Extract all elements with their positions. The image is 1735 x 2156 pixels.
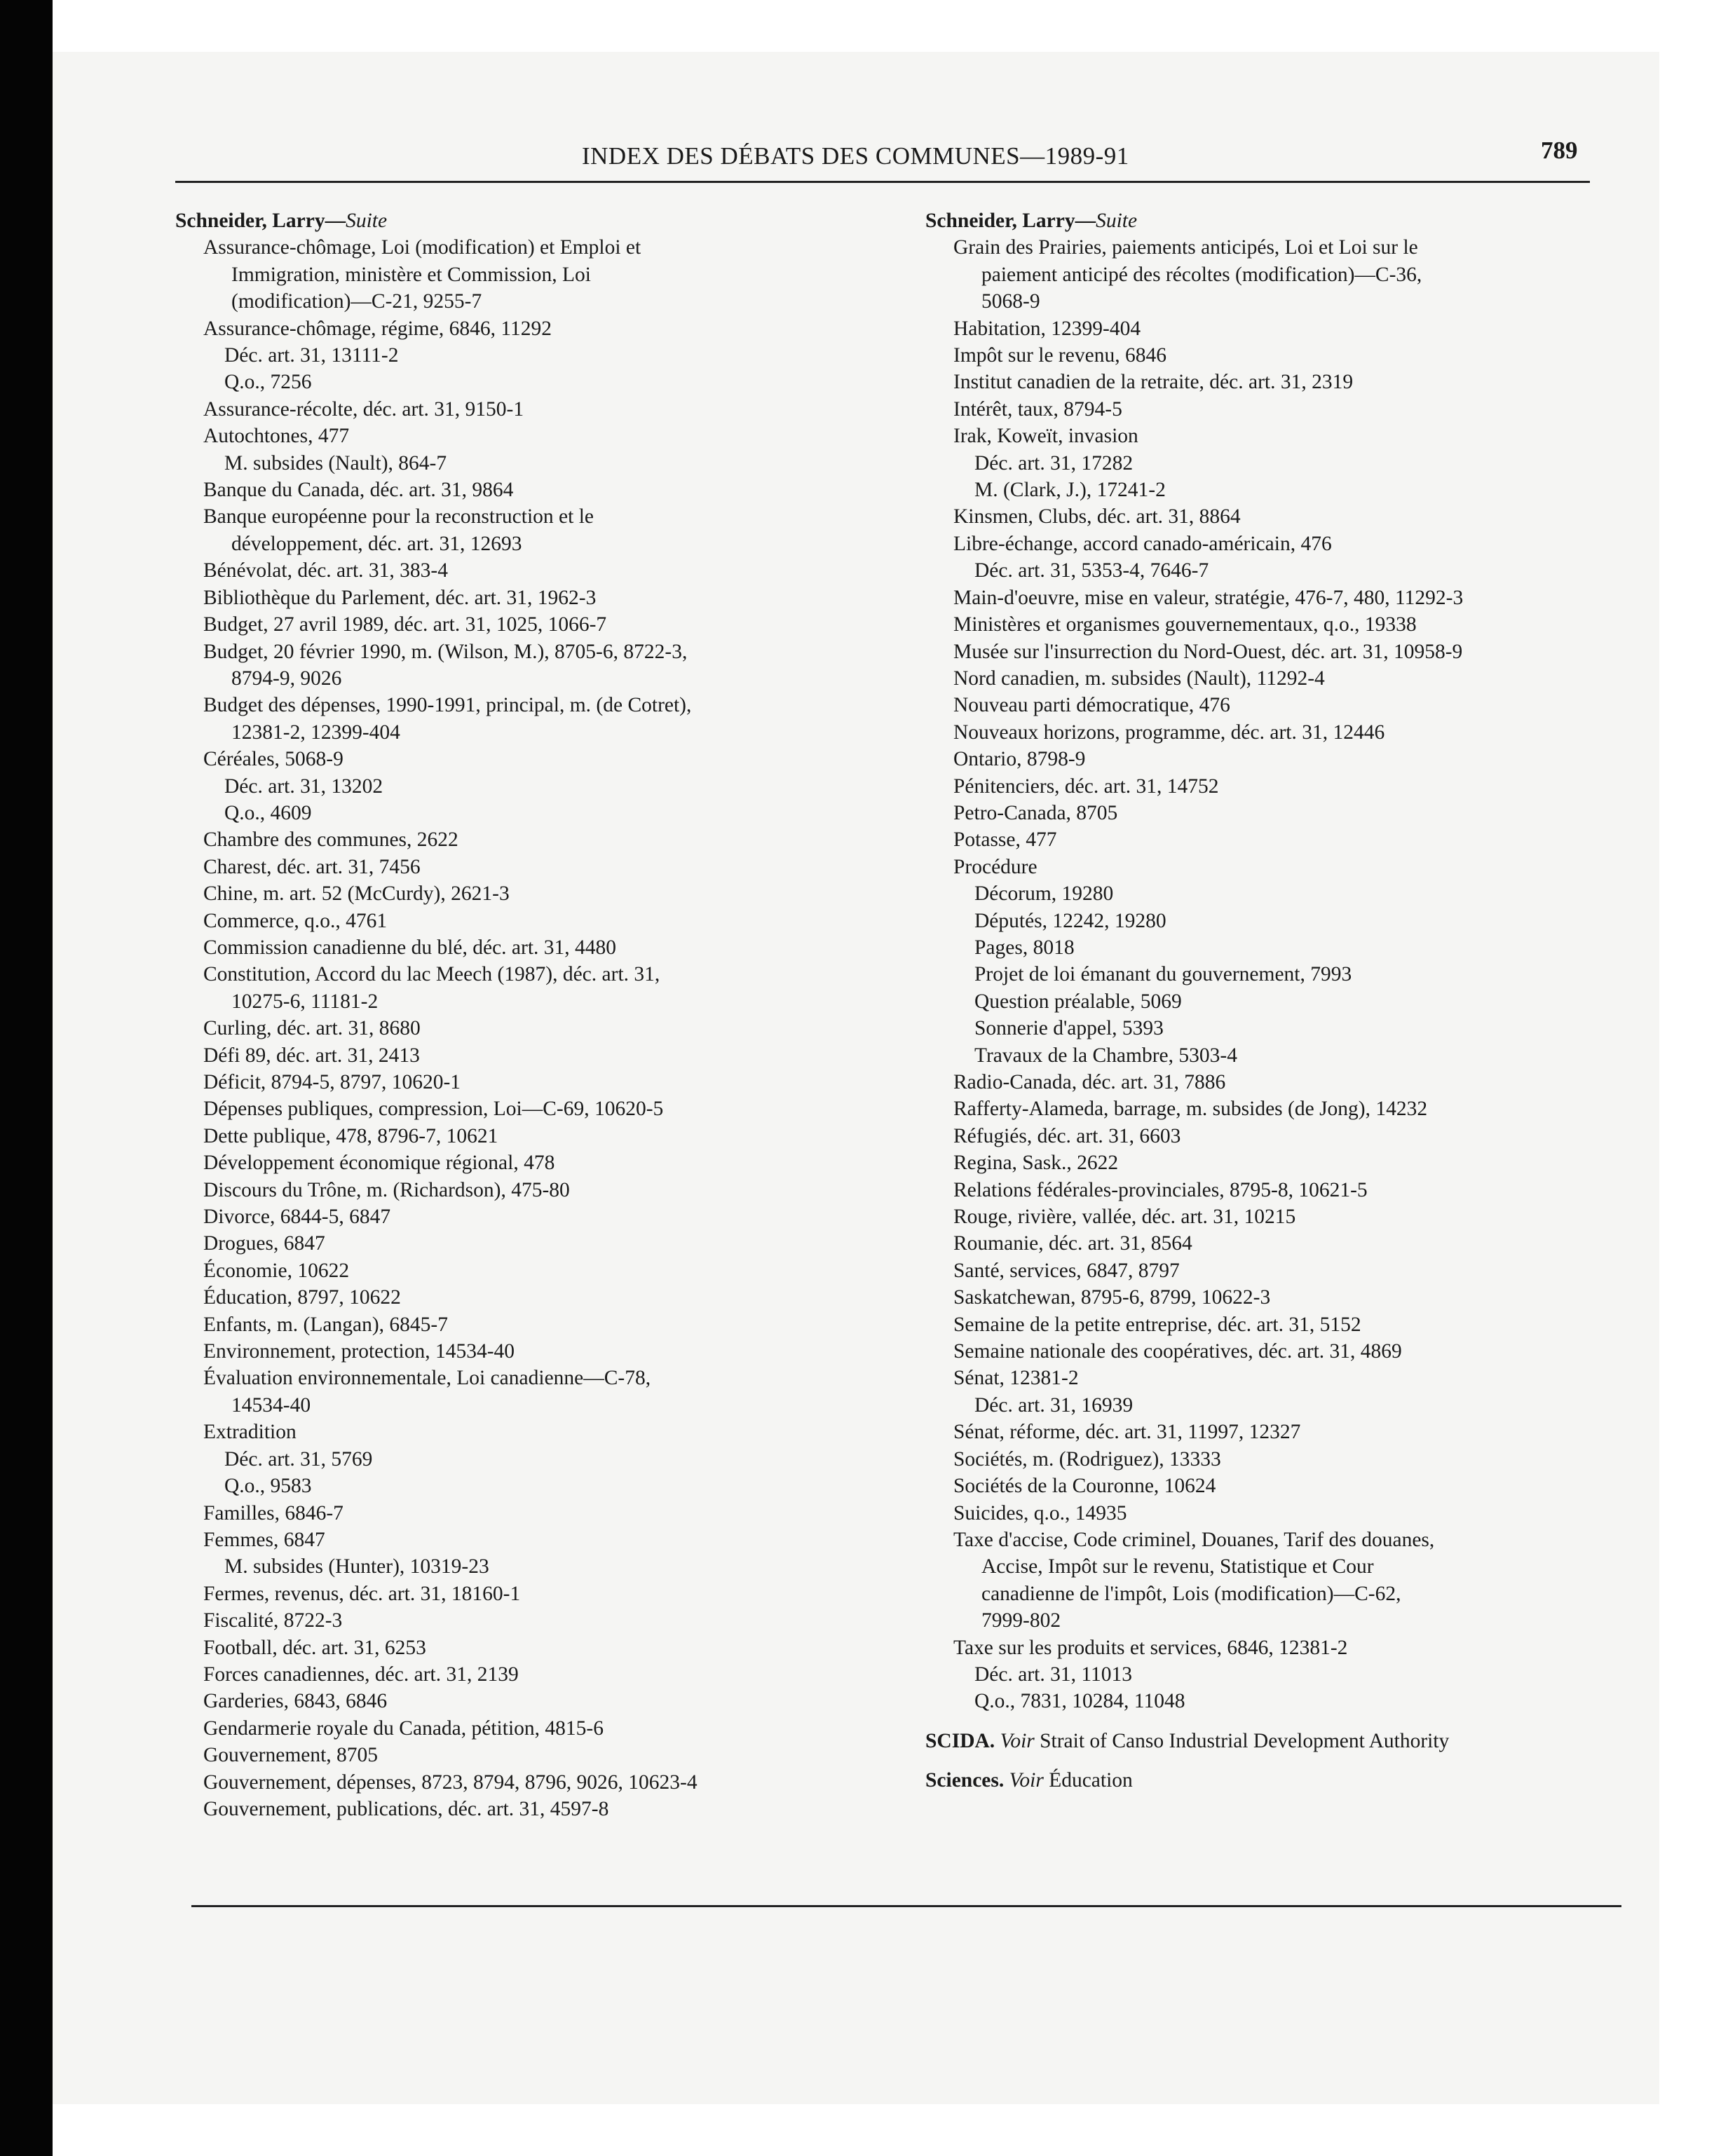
index-entry [925,1473,1598,1499]
entry-line: Regina, Sask., 2622 [953,1152,1119,1175]
entry-line: Curling, déc. art. 31, 8680 [203,1017,421,1040]
index-entry [175,315,876,342]
index-entry [175,1419,876,1445]
entry-line: Bénévolat, déc. art. 31, 383-4 [203,559,448,582]
entry-line: Petro-Canada, 8705 [953,801,1118,824]
entry-continuation-line: 12381-2, 12399-404 [231,721,400,744]
index-entry [925,342,1598,369]
index-entry [175,639,876,692]
entry-line: Femmes, 6847 [203,1528,325,1551]
index-entry [175,1149,876,1176]
entry-line: Roumanie, déc. art. 31, 8564 [953,1232,1192,1255]
index-entry [175,396,876,423]
index-entry [925,1284,1598,1311]
index-subentry [175,1553,876,1580]
index-entry [175,880,876,907]
index-entry [175,854,876,880]
index-entry [925,719,1598,746]
entry-line: Pénitenciers, déc. art. 31, 14752 [953,775,1219,798]
index-entry [175,611,876,638]
index-subentry [925,934,1598,961]
index-entry [175,692,876,746]
index-entry [175,1257,876,1284]
index-entry [925,1527,1598,1635]
index-entry [925,746,1598,772]
index-subentry [925,1661,1598,1688]
index-entry [925,800,1598,826]
index-subentry [925,477,1598,503]
xref-voir: Voir [1000,1729,1035,1752]
entry-line: Sénat, 12381-2 [953,1367,1079,1390]
entry-line: Constitution, Accord du lac Meech (1987), déc. art. 31, [203,963,660,986]
heading-suite: Suite [1096,210,1138,232]
entry-line: Assurance-chômage, Loi (modification) et Emploi et [203,236,641,259]
entry-line: Habitation, 12399-404 [953,317,1141,340]
index-entry [175,961,876,1015]
entry-line: Banque européenne pour la reconstruction et le [203,505,594,528]
heading-suite: Suite [346,210,388,232]
entry-line: Sociétés de la Couronne, 10624 [953,1475,1216,1498]
index-entry [925,1635,1598,1661]
entry-line: Impôt sur le revenu, 6846 [953,344,1166,367]
entry-line: Évaluation environnementale, Loi canadienne—C-78, [203,1367,651,1390]
footer-rule [191,1905,1621,1907]
index-entry [925,234,1598,315]
index-entry [925,1069,1598,1096]
entry-line: Travaux de la Chambre, 5303-4 [974,1044,1237,1067]
index-entry [925,531,1598,557]
index-entry [175,557,876,584]
entry-line: Sonnerie d'appel, 5393 [974,1017,1164,1040]
entry-line: Procédure [953,855,1037,878]
entry-line: Saskatchewan, 8795-6, 8799, 10622-3 [953,1286,1271,1309]
entry-line: Gendarmerie royale du Canada, pétition, 4815-6 [203,1717,604,1740]
entry-line: Kinsmen, Clubs, déc. art. 31, 8864 [953,505,1241,528]
entry-continuation-line: 5068-9 [981,290,1040,313]
index-entry [175,1203,876,1230]
index-subentry [175,369,876,395]
entry-line: Budget, 27 avril 1989, déc. art. 31, 1025, 1066-7 [203,613,607,636]
entry-line: Économie, 10622 [203,1259,350,1282]
index-entry [925,1419,1598,1445]
entry-line: Charest, déc. art. 31, 7456 [203,855,421,878]
entry-line: M. subsides (Nault), 864-7 [224,451,447,475]
index-entry [175,1311,876,1338]
index-subentry [925,988,1598,1015]
index-entry [925,423,1598,449]
index-entry [925,369,1598,395]
entry-continuation-line: Immigration, ministère et Commission, Loi [231,263,591,286]
index-entry [175,1688,876,1714]
index-entry [925,826,1598,853]
entry-line: Dépenses publiques, compression, Loi—C-69, 10620-5 [203,1098,664,1121]
entry-line: Autochtones, 477 [203,425,350,448]
entry-continuation-line: développement, déc. art. 31, 12693 [231,532,522,555]
entry-line: M. (Clark, J.), 17241-2 [974,479,1166,502]
entry-line: Budget, 20 février 1990, m. (Wilson, M.), 8705-6, 8722-3, [203,640,688,663]
entry-line: Gouvernement, publications, déc. art. 31, 4597-8 [203,1797,609,1820]
entry-line: Institut canadien de la retraite, déc. art. 31, 2319 [953,371,1354,394]
index-entry [175,1096,876,1122]
index-entry [175,1796,876,1822]
entry-line: Déc. art. 31, 13111-2 [224,344,399,367]
entry-line: Gouvernement, dépenses, 8723, 8794, 8796, 9026, 10623-4 [203,1770,698,1794]
index-entry [175,1607,876,1634]
xref-term: Sciences. [925,1769,1005,1792]
entry-line: Radio-Canada, déc. art. 31, 7886 [953,1071,1226,1093]
entry-line: Ontario, 8798-9 [953,748,1086,771]
entry-line: Santé, services, 6847, 8797 [953,1259,1180,1282]
entry-continuation-line: 10275-6, 11181-2 [231,990,379,1013]
index-entry [925,611,1598,638]
index-entry [175,908,876,934]
entry-continuation-line: Accise, Impôt sur le revenu, Statistique et Cour [981,1555,1374,1578]
index-entry [175,1123,876,1149]
entry-line: Taxe d'accise, Code criminel, Douanes, Tarif des douanes, [953,1528,1435,1551]
entry-line: Budget des dépenses, 1990-1991, principal, m. (de Cotret), [203,694,692,717]
cross-reference [925,1728,1598,1754]
entry-line: Semaine de la petite entreprise, déc. art. 31, 5152 [953,1313,1361,1336]
entry-line: Céréales, 5068-9 [203,748,343,771]
index-entry [175,1500,876,1527]
index-entry [925,692,1598,718]
scan-edge-bar [0,0,53,2156]
entry-line: Intérêt, taux, 8794-5 [953,397,1122,421]
entry-line: Déc. art. 31, 5769 [224,1447,373,1471]
index-entry [925,503,1598,530]
entry-line: Potasse, 477 [953,828,1057,852]
index-entry [925,1149,1598,1176]
entry-line: Main-d'oeuvre, mise en valeur, stratégie, 476-7, 480, 11292-3 [953,586,1464,609]
index-entry [175,1284,876,1311]
entry-line: Déc. art. 31, 11013 [974,1663,1133,1686]
entry-line: Relations fédérales-provinciales, 8795-8, 10621-5 [953,1178,1368,1201]
index-entry [925,665,1598,692]
index-subentry [175,1473,876,1499]
index-entry [925,1365,1598,1391]
index-entry [925,1203,1598,1230]
entry-line: Taxe sur les produits et services, 6846, 12381-2 [953,1636,1348,1659]
index-entry [925,1311,1598,1338]
entry-line: Défi 89, déc. art. 31, 2413 [203,1044,420,1067]
index-entry [925,1096,1598,1122]
index-entry [175,585,876,611]
entry-line: Fermes, revenus, déc. art. 31, 18160-1 [203,1582,521,1605]
index-subentry [175,773,876,800]
index-entry [175,503,876,557]
right-index-column [925,207,1598,1794]
entry-line: Irak, Koweït, invasion [953,425,1138,448]
entry-line: Libre-échange, accord canado-américain, 476 [953,532,1332,555]
entry-line: Question préalable, 5069 [974,990,1182,1013]
entry-line: Déc. art. 31, 16939 [974,1393,1134,1417]
entry-line: Chine, m. art. 52 (McCurdy), 2621-3 [203,882,510,906]
index-entry [925,1446,1598,1473]
entry-line: Discours du Trône, m. (Richardson), 475-80 [203,1178,570,1201]
entry-line: Banque du Canada, déc. art. 31, 9864 [203,479,514,502]
entry-line: Députés, 12242, 19280 [974,909,1166,932]
index-subentry [925,1688,1598,1714]
entry-continuation-line: 7999-802 [981,1609,1061,1632]
entry-line: Q.o., 4609 [224,801,312,824]
entry-line: Q.o., 9583 [224,1475,312,1498]
index-entry [175,1177,876,1203]
entry-line: Éducation, 8797, 10622 [203,1286,401,1309]
index-subentry [925,1015,1598,1042]
entry-line: Sociétés, m. (Rodriguez), 13333 [953,1447,1221,1471]
index-entry [175,1661,876,1688]
heading-name: Schneider, Larry— [175,210,346,232]
entry-line: Assurance-récolte, déc. art. 31, 9150-1 [203,397,524,421]
page-header-title: INDEX DES DÉBATS DES COMMUNES—1989-91 [582,142,1129,170]
index-entry [175,1527,876,1553]
index-entry [175,1365,876,1419]
entry-line: Chambre des communes, 2622 [203,828,458,852]
cross-reference [925,1767,1598,1794]
entry-line: Déficit, 8794-5, 8797, 10620-1 [203,1071,461,1093]
index-entry [175,1338,876,1365]
index-entry [175,1069,876,1096]
entry-line: Pages, 8018 [974,936,1075,959]
index-entry [175,746,876,772]
page-number: 789 [1541,137,1578,164]
entry-line: Commission canadienne du blé, déc. art. 31, 4480 [203,936,617,959]
entry-line: Gouvernement, 8705 [203,1744,379,1767]
index-entry [175,1742,876,1768]
index-entry [925,585,1598,611]
index-entry [175,1581,876,1607]
index-entry [175,1230,876,1257]
xref-target: Strait of Canso Industrial Development Authority [1040,1729,1450,1752]
entry-line: Q.o., 7831, 10284, 11048 [974,1690,1185,1713]
index-entry [175,1015,876,1042]
index-subentry [925,961,1598,988]
index-entry [925,773,1598,800]
entry-continuation-line: (modification)—C-21, 9255-7 [231,290,482,313]
entry-line: Ministères et organismes gouvernementaux, q.o., 19338 [953,613,1417,636]
index-entry [175,423,876,449]
entry-line: Q.o., 7256 [224,371,312,394]
index-entry [925,1177,1598,1203]
entry-continuation-line: 8794-9, 9026 [231,667,342,690]
entry-line: Enfants, m. (Langan), 6845-7 [203,1313,448,1336]
entry-continuation-line: paiement anticipé des récoltes (modification)—C-36, [981,263,1422,286]
entry-line: Commerce, q.o., 4761 [203,909,388,932]
index-entry [175,1715,876,1742]
entry-line: Réfugiés, déc. art. 31, 6603 [953,1124,1181,1147]
index-entry [925,1230,1598,1257]
index-entry [175,1635,876,1661]
entry-line: Assurance-chômage, régime, 6846, 11292 [203,317,552,340]
entry-line: Sénat, réforme, déc. art. 31, 11997, 12327 [953,1421,1301,1444]
index-subentry [175,342,876,369]
index-entry [175,1769,876,1796]
entry-line: Bibliothèque du Parlement, déc. art. 31, 1962-3 [203,586,597,609]
index-subentry [175,450,876,477]
index-entry [175,477,876,503]
index-entry [175,934,876,961]
entry-line: Déc. art. 31, 13202 [224,775,383,798]
entry-line: Déc. art. 31, 17282 [974,451,1134,475]
entry-line: Déc. art. 31, 5353-4, 7646-7 [974,559,1209,582]
entry-continuation-line: canadienne de l'impôt, Lois (modification)—C-62, [981,1582,1401,1605]
entry-line: Rafferty-Alameda, barrage, m. subsides (de Jong), 14232 [953,1098,1428,1121]
xref-target: Éducation [1049,1769,1133,1792]
index-subentry [925,1392,1598,1419]
entry-line: Divorce, 6844-5, 6847 [203,1206,391,1229]
index-subentry [925,557,1598,584]
entry-line: Grain des Prairies, paiements anticipés, Loi et Loi sur le [953,236,1418,259]
left-index-column [175,207,876,1822]
entry-line: Garderies, 6843, 6846 [203,1690,388,1713]
entry-line: Nouveau parti démocratique, 476 [953,694,1230,717]
index-entry [925,1500,1598,1527]
xref-voir: Voir [1009,1769,1044,1792]
entry-line: M. subsides (Hunter), 10319-23 [224,1555,489,1578]
entry-line: Dette publique, 478, 8796-7, 10621 [203,1124,498,1147]
index-heading [925,207,1598,234]
index-subentry [175,1446,876,1473]
index-entry [925,639,1598,665]
entry-line: Nouveaux horizons, programme, déc. art. 31, 12446 [953,721,1385,744]
entry-line: Semaine nationale des coopératives, déc. art. 31, 4869 [953,1340,1402,1363]
entry-line: Fiscalité, 8722-3 [203,1609,343,1632]
index-entry [925,1123,1598,1149]
entry-line: Familles, 6846-7 [203,1501,343,1524]
entry-line: Projet de loi émanant du gouvernement, 7993 [974,963,1352,986]
entry-line: Forces canadiennes, déc. art. 31, 2139 [203,1663,519,1686]
index-subentry [175,800,876,826]
entry-line: Suicides, q.o., 14935 [953,1501,1127,1524]
entry-line: Drogues, 6847 [203,1232,325,1255]
index-entry [925,315,1598,342]
heading-name: Schneider, Larry— [925,210,1096,232]
index-subentry [925,1042,1598,1069]
entry-line: Développement économique régional, 478 [203,1152,555,1175]
index-subentry [925,450,1598,477]
index-entry [175,826,876,853]
entry-line: Rouge, rivière, vallée, déc. art. 31, 10215 [953,1206,1296,1229]
index-entry [925,1257,1598,1284]
entry-line: Football, déc. art. 31, 6253 [203,1636,426,1659]
index-subentry [925,880,1598,907]
entry-line: Décorum, 19280 [974,882,1114,906]
entry-line: Nord canadien, m. subsides (Nault), 11292-4 [953,667,1325,690]
index-heading [175,207,876,234]
index-entry [925,396,1598,423]
index-entry [175,234,876,315]
index-entry [175,1042,876,1069]
index-entry [925,854,1598,880]
entry-continuation-line: 14534-40 [231,1393,311,1417]
header-rule [175,181,1590,183]
entry-line: Extradition [203,1421,297,1444]
entry-line: Musée sur l'insurrection du Nord-Ouest, déc. art. 31, 10958-9 [953,640,1463,663]
index-subentry [925,908,1598,934]
index-entry [925,1338,1598,1365]
xref-term: SCIDA. [925,1729,995,1752]
entry-line: Environnement, protection, 14534-40 [203,1340,515,1363]
